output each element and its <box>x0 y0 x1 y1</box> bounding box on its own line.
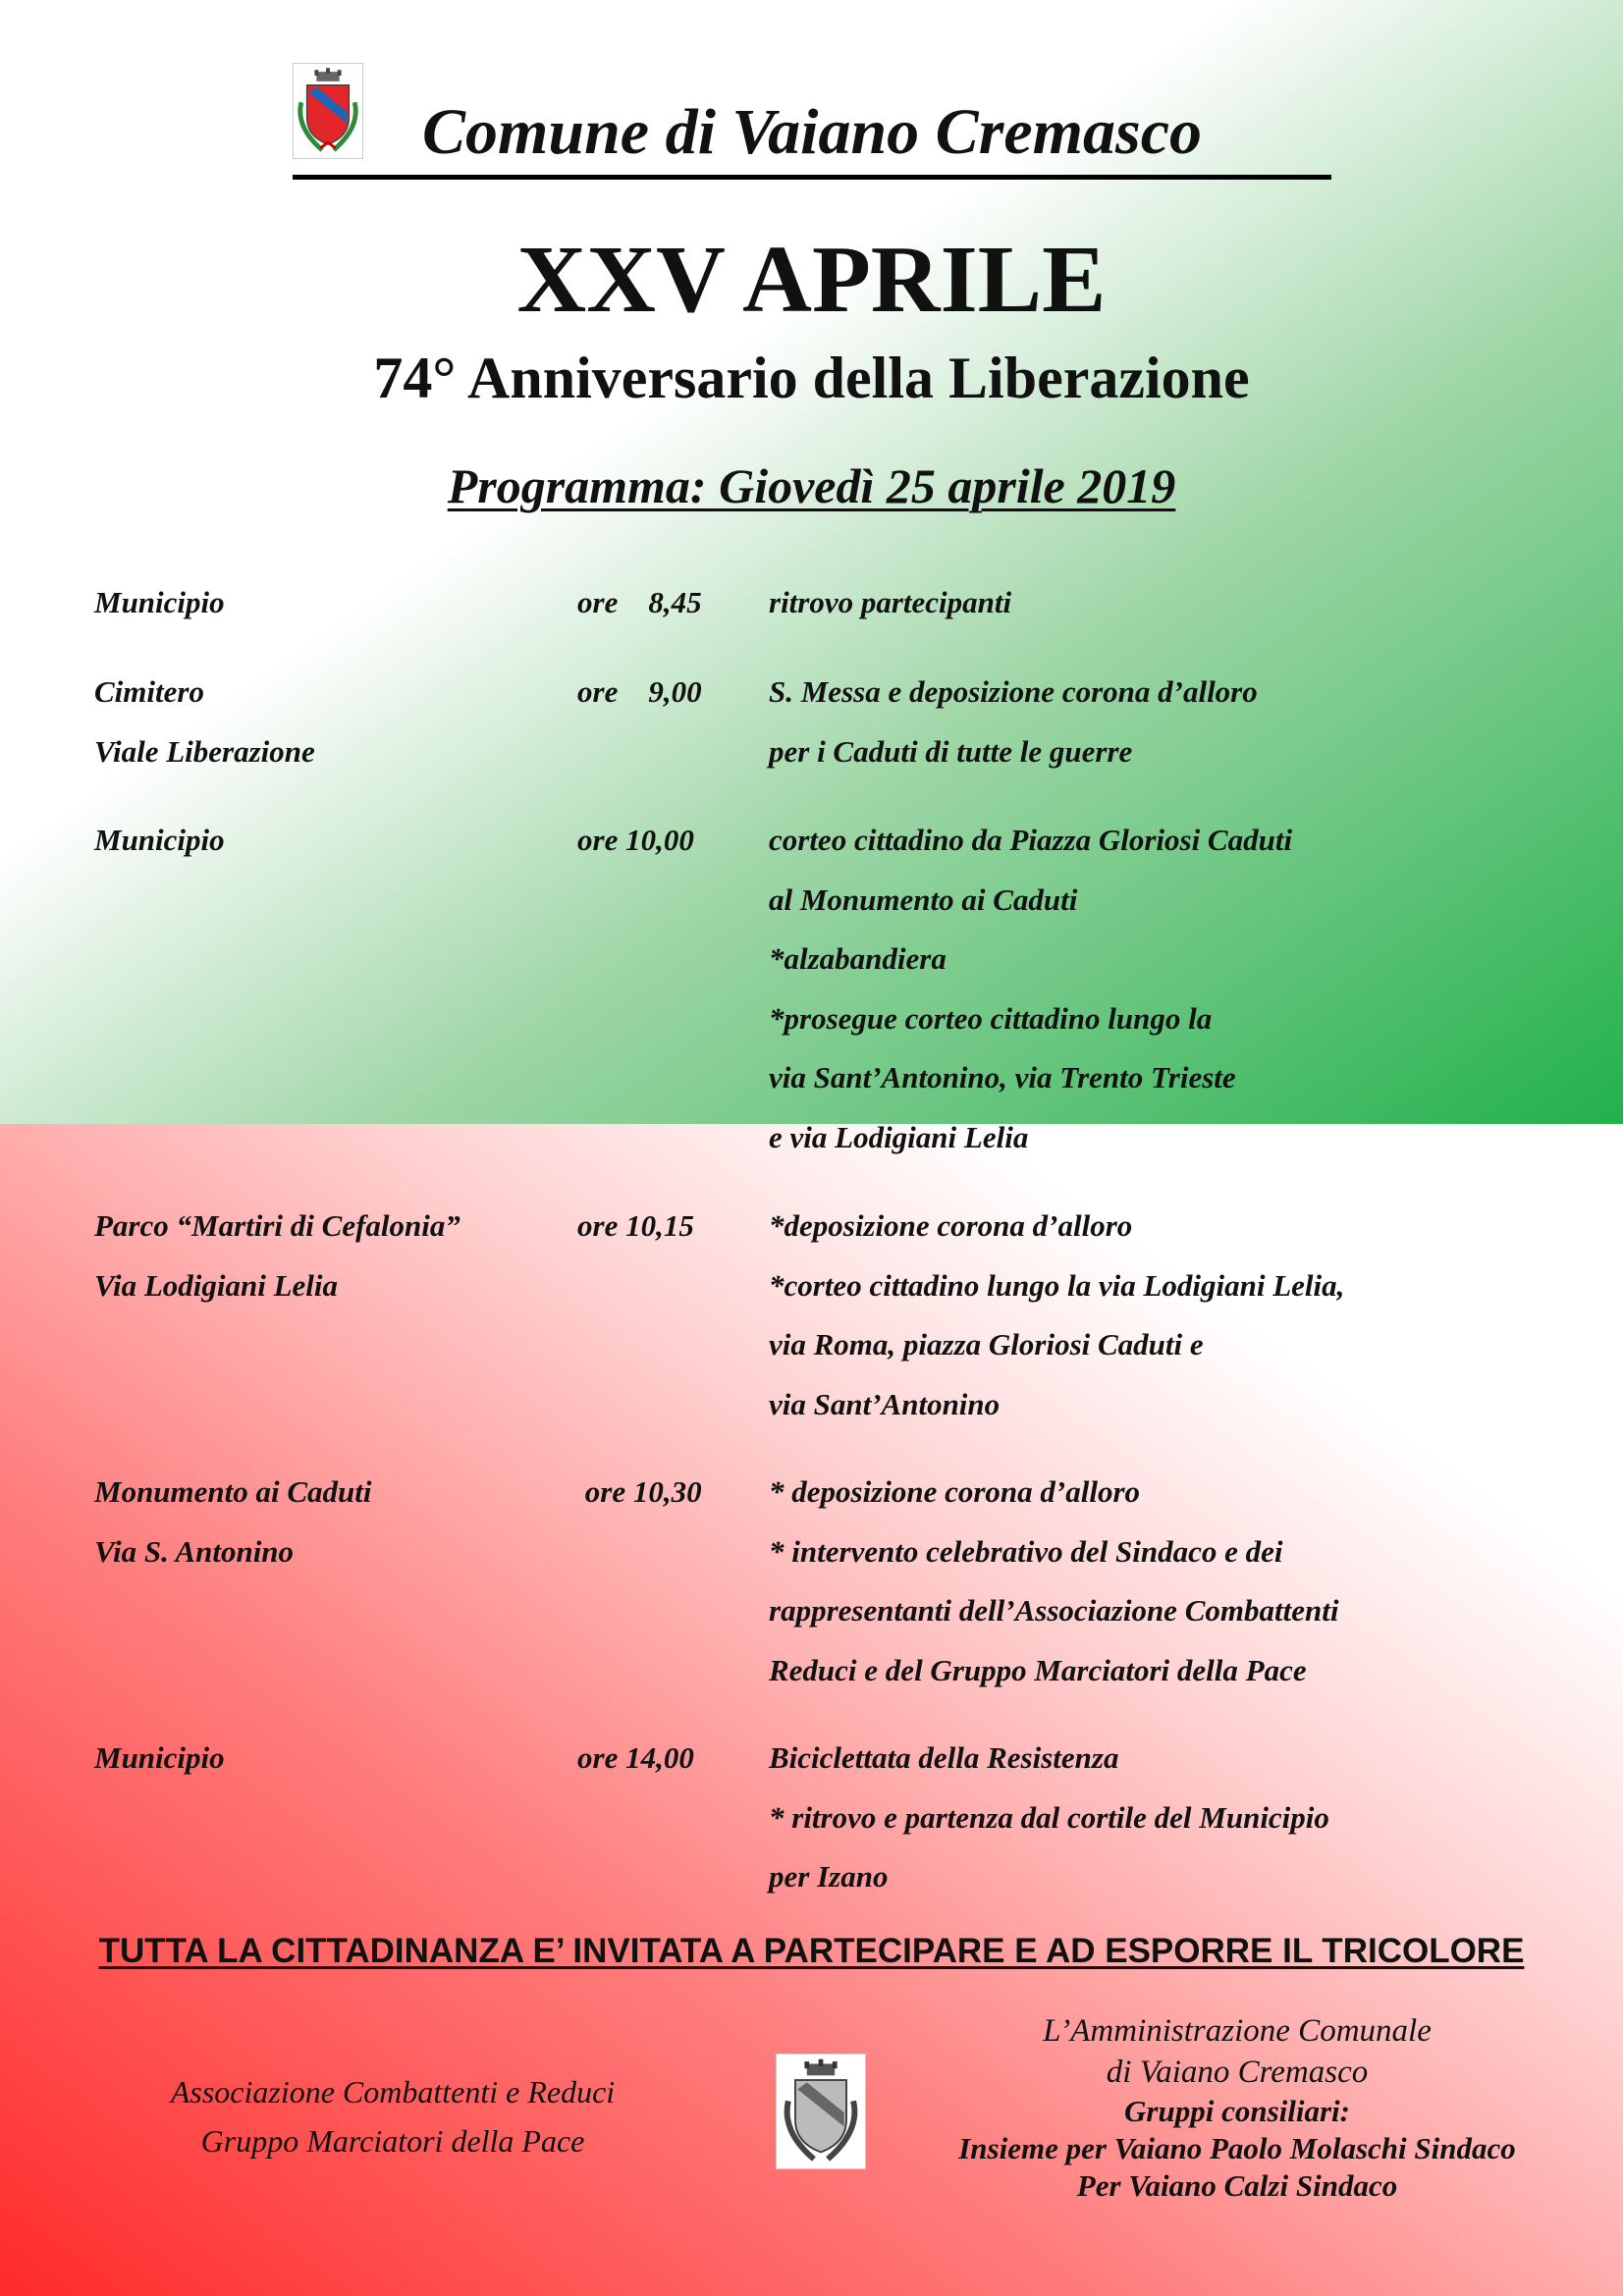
schedule-time: ore 8,45 <box>577 585 702 619</box>
footer-right-line: Insieme per Vaiano Paolo Molaschi Sindaco <box>958 2131 1516 2165</box>
crest-gray-icon <box>776 2054 866 2169</box>
footer-administration <box>884 2010 1591 2205</box>
schedule-place: Via Lodigiani Lelia <box>94 1267 339 1303</box>
schedule-desc: * deposizione corona d’alloro <box>769 1474 1141 1509</box>
footer-left-line: Gruppo Marciatori della Pace <box>200 2123 585 2159</box>
program-date: Programma: Giovedì 25 aprile 2019 <box>447 458 1176 513</box>
event-title: XXV APRILE <box>516 227 1107 333</box>
invitation-banner: TUTTA LA CITTADINANZA E’ INVITATA A PARTECIPARE E AD ESPORRE IL TRICOLORE <box>98 1932 1525 1970</box>
schedule-time: ore 14,00 <box>577 1740 694 1775</box>
schedule-place: Via S. Antonino <box>94 1533 295 1569</box>
footer-left-line: Associazione Combattenti e Reduci <box>170 2074 616 2109</box>
schedule-place: Municipio <box>94 823 225 857</box>
schedule-place: Viale Liberazione <box>94 733 315 769</box>
schedule-desc: *corteo cittadino lungo la via Lodigiani Lelia, <box>769 1267 1345 1303</box>
schedule-desc: per Izano <box>769 1859 889 1894</box>
schedule-desc: Biciclettata della Resistenza <box>769 1740 1119 1775</box>
schedule-place: Municipio <box>94 585 225 619</box>
schedule-time: ore 9,00 <box>577 674 702 709</box>
event-subtitle: 74° Anniversario della Liberazione <box>373 346 1250 410</box>
schedule-time: ore 10,30 <box>577 1474 702 1509</box>
schedule-desc: al Monumento ai Caduti <box>769 881 1078 917</box>
schedule-desc: per i Caduti di tutte le guerre <box>769 733 1133 769</box>
schedule-desc: ritrovo partecipanti <box>769 585 1012 619</box>
schedule-desc: * intervento celebrativo del Sindaco e dei <box>769 1533 1283 1569</box>
municipality-title: Comune di Vaiano Cremasco <box>293 90 1331 180</box>
schedule-desc: via Roma, piazza Gloriosi Caduti e <box>769 1327 1204 1362</box>
schedule-desc: rappresentanti dell’Associazione Combattenti <box>769 1593 1339 1628</box>
schedule-time: ore 10,15 <box>577 1208 694 1243</box>
schedule-place: Municipio <box>94 1740 225 1775</box>
schedule-place: Cimitero <box>94 674 204 709</box>
schedule-desc: *deposizione corona d’alloro <box>769 1208 1133 1243</box>
schedule-desc: *alzabandiera <box>769 941 947 976</box>
schedule-time: ore 10,00 <box>577 823 694 857</box>
schedule-place: Parco “Martiri di Cefalonia” <box>94 1208 460 1243</box>
schedule-desc: S. Messa e deposizione corona d’alloro <box>769 674 1258 709</box>
footer-associations <box>108 2067 677 2165</box>
schedule-desc: via Sant’Antonino, via Trento Trieste <box>769 1060 1236 1095</box>
footer-right-line: di Vaiano Cremasco <box>1106 2055 1369 2090</box>
schedule-place: Monumento ai Caduti <box>94 1474 372 1509</box>
footer-right-line: Gruppi consiliari: <box>1124 2094 1350 2128</box>
footer-right-line: L’Amministrazione Comunale <box>1043 2013 1432 2049</box>
schedule-desc: corteo cittadino da Piazza Gloriosi Caduti <box>769 823 1293 857</box>
schedule-desc: Reduci e del Gruppo Marciatori della Pace <box>769 1652 1307 1687</box>
footer-right-line: Per Vaiano Calzi Sindaco <box>1076 2168 1398 2203</box>
schedule-desc: * ritrovo e partenza dal cortile del Municipio <box>769 1799 1329 1835</box>
schedule-desc: e via Lodigiani Lelia <box>769 1119 1029 1154</box>
schedule-desc: *prosegue corteo cittadino lungo la <box>769 1000 1213 1036</box>
schedule-desc: via Sant’Antonino <box>769 1386 1001 1421</box>
